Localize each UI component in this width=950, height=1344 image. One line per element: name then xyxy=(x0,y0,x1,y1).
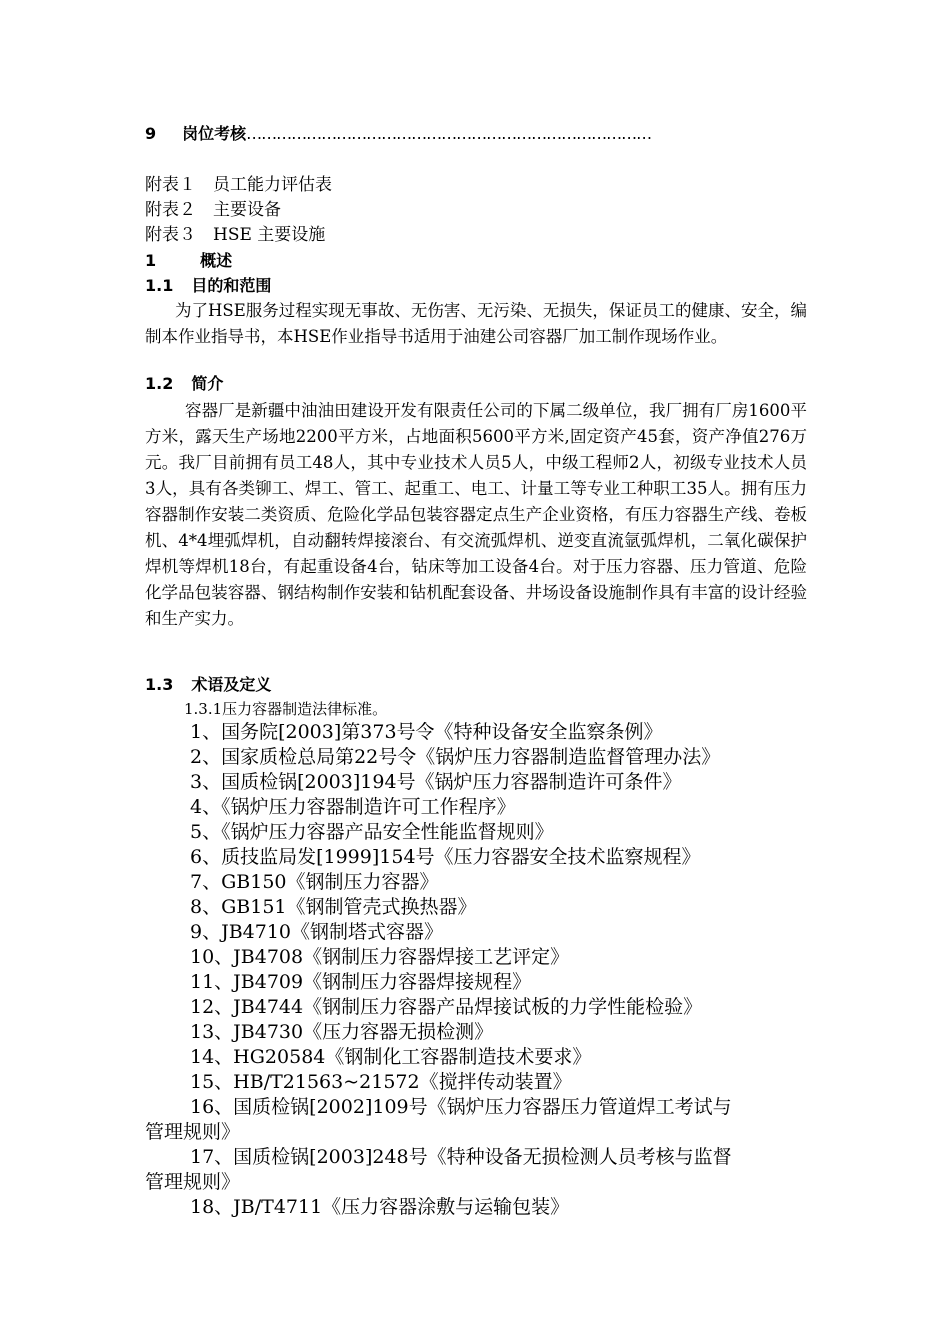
standard-item: 10、JB4708《钢制压力容器焊接工艺评定》 xyxy=(190,946,570,968)
appendix-1: 附表１ 员工能力评估表 xyxy=(145,175,332,195)
section-heading-1-3 xyxy=(145,675,271,694)
standard-item-continuation: 管理规则》 xyxy=(145,1171,241,1193)
toc-item-9 xyxy=(145,124,651,143)
appendix-3: 附表３ HSE 主要设施 xyxy=(145,225,326,245)
standard-item: 3、国质检锅[2003]194号《锅炉压力容器制造许可条件》 xyxy=(190,771,682,793)
subsection-1-3-1: 1.3.1压力容器制造法律标准。 xyxy=(184,700,388,718)
paragraph-introduction: 容器厂是新疆中油油田建设开发有限责任公司的下属二级单位，我厂拥有厂房1600平方米，露天生产场地2200平方米，占地面积5600平方米,固定资产45套，资产净值276万元。我厂目前拥有员工48人，其中专业技术人员5人，中级工程师2人，初级专业技术人员3人，具有各类铆工、焊工、管工、起重工、电工、计量工等专业工种职工35人。拥有压力容器制作安装二类资质、危险化学品包装容器定点生产企业资格，有压力容器生产线、卷板机、4*4埋弧焊机，自动翻转焊接滚台、有交流弧焊机、逆变直流氩弧焊机，二氧化碳保护焊机等焊机18台，有起重设备4台，钻床等加工设备4台。对于压力容器、压力管道、危险化学品包装容器、钢结构制作安装和钻机配套设备、井场设备设施制作具有丰富的设计经验和生产实力。 xyxy=(145,401,807,628)
standard-item: 2、国家质检总局第22号令《锅炉压力容器制造监督管理办法》 xyxy=(190,746,721,768)
section-number: 1 xyxy=(145,251,157,270)
standard-item: 7、GB150《钢制压力容器》 xyxy=(190,871,439,893)
paragraph-purpose-scope: 为了HSE服务过程实现无事故、无伤害、无污染、无损失，保证员工的健康、安全，编制本作业指导书，本HSE作业指导书适用于油建公司容器厂加工制作现场作业。 xyxy=(145,301,807,346)
section-title: 概述 xyxy=(200,251,233,270)
standard-item: 15、HB/T21563~21572《搅拌传动装置》 xyxy=(190,1071,572,1093)
section-title: 目的和范围 xyxy=(191,276,272,295)
section-heading-1 xyxy=(145,251,232,270)
standard-item: 16、国质检锅[2002]109号《锅炉压力容器压力管道焊工考试与 xyxy=(190,1096,732,1118)
section-title: 术语及定义 xyxy=(191,675,272,694)
standard-item: 14、HG20584《钢制化工容器制造技术要求》 xyxy=(190,1046,592,1068)
section-number: 1.2 xyxy=(145,374,174,393)
standard-item: 18、JB/T4711《压力容器涂敷与运输包装》 xyxy=(190,1196,570,1218)
standard-item: 11、JB4709《钢制压力容器焊接规程》 xyxy=(190,971,532,993)
section-number: 1.1 xyxy=(145,276,174,295)
standard-item-continuation: 管理规则》 xyxy=(145,1121,241,1143)
standard-item: 5、《锅炉压力容器产品安全性能监督规则》 xyxy=(190,821,554,843)
standard-item: 1、国务院[2003]第373号令《特种设备安全监察条例》 xyxy=(190,721,663,743)
standard-item: 4、《锅炉压力容器制造许可工作程序》 xyxy=(190,796,516,818)
section-heading-1-2 xyxy=(145,374,223,393)
standard-item: 17、国质检锅[2003]248号《特种设备无损检测人员考核与监督 xyxy=(190,1146,732,1168)
section-number: 1.3 xyxy=(145,675,174,694)
standard-item: 13、JB4730《压力容器无损检测》 xyxy=(190,1021,494,1043)
standard-item: 6、质技监局发[1999]154号《压力容器安全技术监察规程》 xyxy=(190,846,701,868)
section-heading-1-1 xyxy=(145,276,271,295)
standard-item: 9、JB4710《钢制塔式容器》 xyxy=(190,921,444,943)
toc-item-number: 9 xyxy=(145,124,157,143)
standard-item: 12、JB4744《钢制压力容器产品焊接试板的力学性能检验》 xyxy=(190,996,703,1018)
appendix-2: 附表２ 主要设备 xyxy=(145,200,281,220)
toc-leader-dots: ……………………………………………………………………… xyxy=(246,124,652,143)
standard-item: 8、GB151《钢制管壳式换热器》 xyxy=(190,896,477,918)
section-title: 简介 xyxy=(191,374,224,393)
toc-item-title: 岗位考核 xyxy=(182,124,247,143)
